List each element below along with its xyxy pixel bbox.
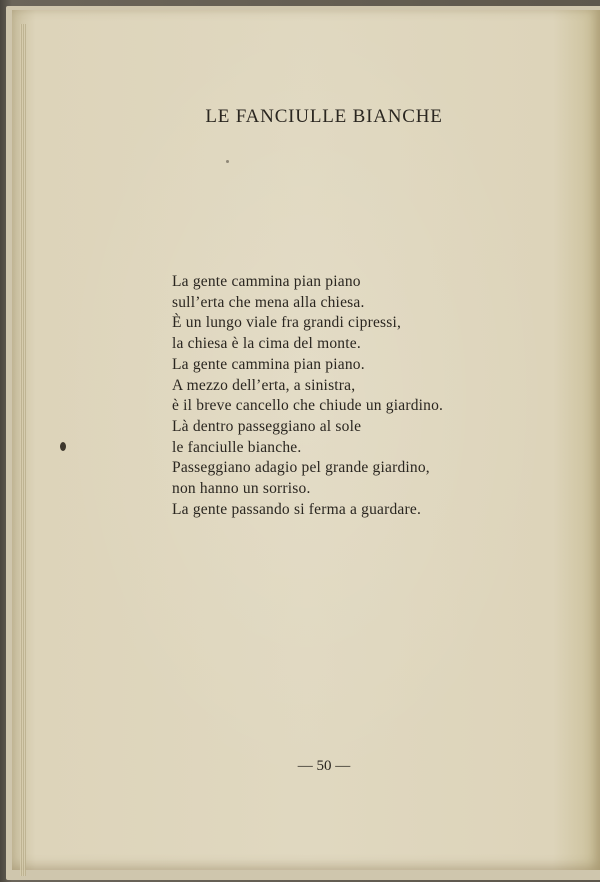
poem-body — [172, 272, 443, 520]
poem-line: Là dentro passeggiano al sole — [172, 417, 362, 435]
book-page — [12, 10, 600, 870]
poem-line: la chiesa è la cima del monte. — [172, 335, 361, 353]
poem-title: LE FANCIULLE BIANCHE — [205, 106, 443, 127]
poem-line: non hanno un sorriso. — [172, 480, 311, 498]
poem-line: le fanciulle bianche. — [172, 438, 302, 456]
poem-line: è il breve cancello che chiude un giardino. — [172, 397, 444, 415]
poem-line: È un lungo viale fra grandi cipressi, — [172, 314, 402, 332]
poem-line: La gente cammina pian piano. — [172, 355, 365, 373]
page-edges — [20, 24, 26, 876]
poem-line: La gente cammina pian piano — [172, 273, 361, 290]
ink-speck — [60, 442, 66, 451]
poem-line: Passeggiano adagio pel grande giardino, — [172, 459, 430, 477]
poem-line: La gente passando si ferma a guardare. — [172, 500, 422, 518]
poem-line: sull’erta che mena alla chiesa. — [172, 293, 365, 311]
poem-line: A mezzo dell’erta, a sinistra, — [172, 376, 356, 394]
page-number: — 50 — — [297, 758, 351, 774]
ink-speck — [226, 160, 229, 163]
